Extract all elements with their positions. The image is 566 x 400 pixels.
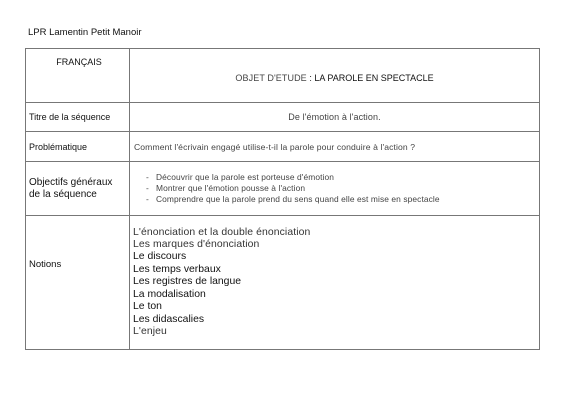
objet-title: : LA PAROLE EN SPECTACLE xyxy=(309,72,434,83)
list-item: Les temps verbaux xyxy=(133,263,221,275)
objet-prefix: OBJET D'ETUDE xyxy=(235,72,310,83)
objet-cell xyxy=(130,49,540,103)
titre-label: Titre de la séquence xyxy=(26,103,130,132)
list-item: Les didascalies xyxy=(133,313,205,325)
list-item: - Comprendre que la parole prend du sens quand elle est mise en spectacle xyxy=(146,194,539,205)
problematique-value: Comment l'écrivain engagé utilise-t-il la parole pour conduire à l'action ? xyxy=(134,141,416,152)
list-item: L'enjeu xyxy=(133,325,167,337)
objectifs-label-cell xyxy=(26,162,130,216)
objectifs-cell xyxy=(130,162,540,216)
list-item: Les registres de langue xyxy=(133,276,242,288)
list-item: Les marques d'énonciation xyxy=(133,239,260,251)
titre-value: De l'émotion à l'action. xyxy=(288,112,381,122)
objectifs-list xyxy=(130,172,539,205)
table-row-titre xyxy=(26,103,540,132)
school-header: LPR Lamentin Petit Manoir xyxy=(28,27,142,38)
table-row-notions xyxy=(26,216,540,350)
notions-label: Notions xyxy=(29,259,62,270)
list-item: Le discours xyxy=(133,251,187,263)
table-row-objectifs xyxy=(26,162,540,216)
notions-label-cell xyxy=(26,216,130,350)
sequence-table xyxy=(25,48,540,350)
objectifs-label-line1: Objectifs généraux xyxy=(29,176,113,188)
problematique-label: Problématique xyxy=(26,132,130,162)
list-item: Le ton xyxy=(133,301,162,313)
list-item: La modalisation xyxy=(133,288,206,300)
table-row-subject xyxy=(26,49,540,103)
objectifs-label xyxy=(29,177,129,201)
objet-etude xyxy=(130,73,539,83)
objectifs-label-line2: de la séquence xyxy=(29,188,97,200)
list-item: - Découvrir que la parole est porteuse d'émotion xyxy=(146,172,539,183)
notions-list xyxy=(130,227,539,339)
table-row-problematique xyxy=(26,132,540,162)
subject-label: FRANÇAIS xyxy=(56,56,102,67)
problematique-cell xyxy=(130,132,540,162)
subject-cell xyxy=(26,49,130,103)
list-item: L'énonciation et la double énonciation xyxy=(133,226,311,238)
notions-cell xyxy=(130,216,540,350)
titre-cell xyxy=(130,103,540,132)
list-item: - Montrer que l'émotion pousse à l'action xyxy=(146,183,539,194)
